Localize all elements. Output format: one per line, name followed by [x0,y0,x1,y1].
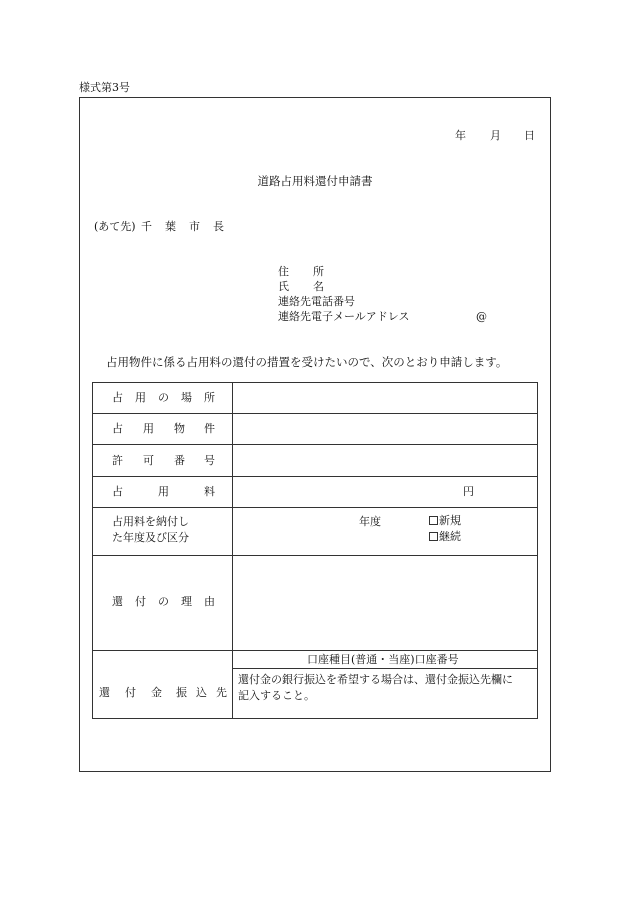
applicant-address-char: 所 [313,265,324,278]
new-checkbox[interactable] [429,516,438,525]
table-row-divider [93,507,537,508]
continue-checkbox[interactable] [429,532,438,541]
payment-year-label-line1: 占用料を納付し [112,515,189,528]
fee-label-char: 用 [158,485,169,498]
form-title: 道路占用料還付申請書 [257,174,373,188]
intro-text: 占用物件に係る占用料の還付の措置を受けたいので、次のとおり申請します。 [106,355,508,369]
object-label-char: 占 [112,422,123,435]
permit-label-char: 号 [204,454,215,467]
location-label-char: の [158,391,169,404]
account-header: 口座種目(普通・当座)口座番号 [307,653,459,666]
fee-label-char: 占 [112,485,123,498]
applicant-name-char: 氏 [278,280,289,293]
date-day-label: 日 [524,129,535,142]
addressee-prefix: (あて先) [94,220,136,233]
permit-label-char: 許 [112,454,123,467]
table-row-divider [93,555,537,556]
continue-option-label: 継続 [439,530,461,543]
new-option-label: 新規 [439,514,461,527]
refund-dest-label-char: 込 [196,686,207,699]
permit-label-char: 番 [174,454,185,467]
permit-label-char: 可 [143,454,154,467]
date-month-label: 月 [490,129,501,142]
refund-dest-label-char: 先 [216,686,227,699]
table-row-divider [93,650,537,651]
reason-label-char: 還 [112,595,123,608]
object-label-char: 件 [204,422,215,435]
refund-note-line1: 還付金の銀行振込を希望する場合は、還付金振込先欄に [238,673,513,686]
location-label-char: 用 [135,391,146,404]
object-label-char: 物 [174,422,185,435]
table-row-divider [93,444,537,445]
addressee-char: 長 [213,220,224,233]
table-row-divider [93,413,537,414]
fee-unit-label: 円 [463,485,474,498]
email-at-sign: @ [476,310,487,323]
option-new[interactable] [429,515,461,526]
refund-dest-label-char: 付 [125,686,136,699]
addressee-char: 千 [141,220,152,233]
addressee-char: 葉 [165,220,176,233]
location-label-char: 所 [204,391,215,404]
fee-label-char: 料 [204,485,215,498]
addressee-char: 市 [189,220,200,233]
refund-note-line2: 記入すること。 [238,689,315,702]
form-number: 様式第3号 [79,81,130,94]
refund-dest-label-char: 還 [99,686,110,699]
applicant-address-char: 住 [278,265,289,278]
location-label-char: 占 [112,391,123,404]
reason-label-char: の [158,595,169,608]
option-continue[interactable] [429,531,461,542]
application-table [92,382,538,719]
reason-label-char: 理 [181,595,192,608]
table-subrow-divider [232,668,538,669]
fiscal-year-label: 年度 [359,515,381,528]
table-row-divider [93,476,537,477]
reason-label-char: 付 [135,595,146,608]
applicant-name-char: 名 [313,280,324,293]
refund-dest-label-char: 金 [151,686,162,699]
refund-dest-label-char: 振 [176,686,187,699]
reason-label-char: 由 [204,595,215,608]
date-year-label: 年 [455,129,466,142]
location-label-char: 場 [181,391,192,404]
applicant-phone-label: 連絡先電話番号 [278,295,355,308]
object-label-char: 用 [143,422,154,435]
payment-year-label-line2: た年度及び区分 [112,531,189,544]
applicant-email-label: 連絡先電子メールアドレス [278,310,410,323]
